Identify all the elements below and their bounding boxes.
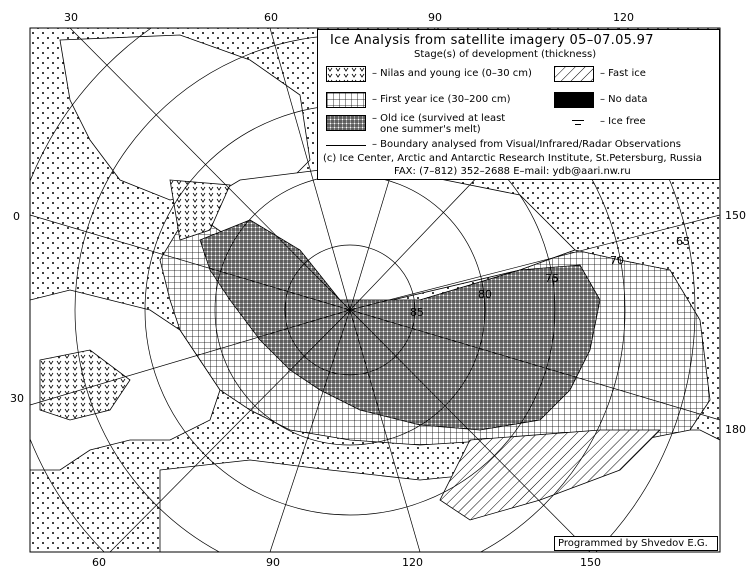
ice-free-swatch [572,118,584,126]
lon-label-top-90: 90 [428,11,442,24]
lon-label-bottom-120: 120 [402,556,423,569]
legend-old-ice-label-2: one summer's melt) [380,124,481,135]
lon-label-right-150: 150 [725,209,746,222]
lon-label-right-180: 180 [725,423,746,436]
latitude-label-70: 70 [610,254,624,267]
boundary-line-swatch [326,145,366,146]
legend-no-data-label: – No data [600,94,648,105]
fast-ice-swatch [554,66,594,82]
first-year-ice-swatch [326,92,366,108]
legend-fast-ice-label: – Fast ice [600,68,646,79]
latitude-label-80: 80 [478,288,492,301]
latitude-label-65: 65 [676,235,690,248]
lon-label-bottom-60: 60 [92,556,106,569]
legend-first-year-ice-label: – First year ice (30–200 cm) [372,94,511,105]
lon-label-top-60: 60 [264,11,278,24]
old-ice-swatch [326,115,366,131]
lon-label-top-120: 120 [613,11,634,24]
lon-label-top-30: 30 [64,11,78,24]
lon-label-bottom-150: 150 [580,556,601,569]
legend-old-ice-label: – Old ice (survived at least [372,113,506,124]
lon-label-left-30: 30 [10,392,24,405]
legend-copyright: (c) Ice Center, Arctic and Antarctic Research Institute, St.Petersburg, Russia [323,153,702,164]
legend-title: Ice Analysis from satellite imagery 05–07.05.97 [330,33,654,48]
latitude-label-85: 85 [410,306,424,319]
legend-box [317,29,720,180]
legend-boundary-label: – Boundary analysed from Visual/Infrared/Radar Observations [372,139,681,150]
no-data-swatch [554,92,594,108]
credit-box: Programmed by Shvedov E.G. [554,536,718,551]
legend-subtitle: Stage(s) of development (thickness) [414,49,597,60]
legend-ice-free-label: – Ice free [600,116,646,127]
legend-young-ice-label: – Nilas and young ice (0–30 cm) [372,68,532,79]
lon-label-bottom-90: 90 [266,556,280,569]
latitude-label-75: 75 [545,272,559,285]
young-ice-swatch [326,66,366,82]
lon-label-left-0: 0 [13,210,20,223]
legend-contact: FAX: (7–812) 352–2688 E–mail: ydb@aari.nw.ru [394,166,631,177]
